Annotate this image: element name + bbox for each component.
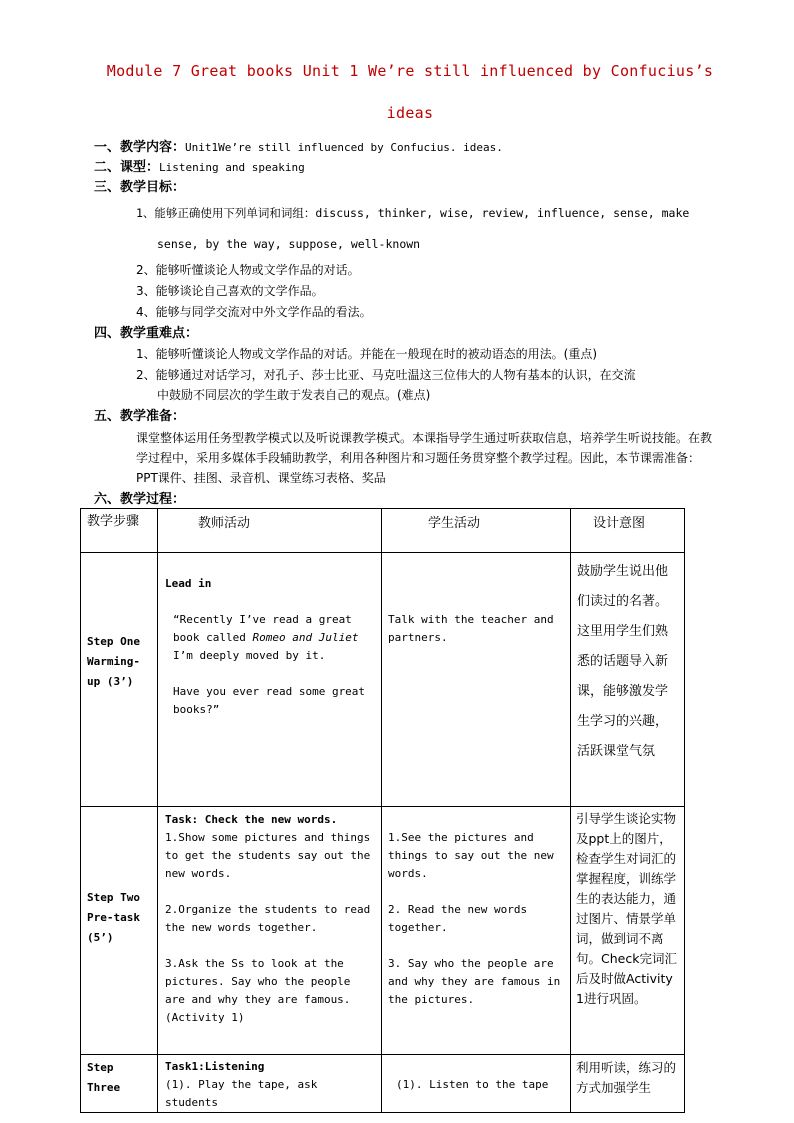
activity-text: 1.Show some pictures and things to get the students say out the new words. [165,831,371,880]
teacher-activity [158,1055,382,1113]
header-teacher: 教师活动 [158,509,382,553]
step-label: Step One Warming-up (3’) [81,553,158,807]
preparation-text: 课堂整体运用任务型教学模式以及听说课教学模式。本课指导学生通过听获取信息，培养学生听说技能。在教学过程中，采用多媒体手段辅助教学，利用各种图片和习题任务贯穿整个教学过程。因此，本节课需准备：PPT课件、挂图、录音机、课堂练习表格、奖品 [136,431,713,485]
section-num: 四、 [94,326,121,341]
keypoint-item: 中鼓励不同层次的学生敢于发表自己的观点。(难点) [157,388,431,402]
header-student: 学生活动 [382,509,571,553]
section-num: 一、 [94,140,121,155]
objective-item: 2、能够听懂谈论人物或文学作品的对话。 [136,263,360,277]
keypoint-item: 2、能够通过对话学习，对孔子、莎士比亚、马克吐温这三位伟大的人物有基本的认识，在交流 [136,368,636,382]
activity-text: “Recently I’ve read a great book called [173,613,352,644]
header-step: 教学步骤 [81,509,158,553]
section-preparation [94,406,185,427]
section-process [94,489,185,510]
step-label: Step Two Pre-task (5’) [81,807,158,1055]
table-header-row [81,509,685,553]
activity-text: 3.Ask the Ss to look at the pictures. Say who the people are and why they are famous.(Activity 1) [165,957,351,1024]
student-activity [382,553,571,807]
section-label: 教学过程： [120,492,186,507]
process-table [80,508,685,1113]
section-num: 六、 [94,492,121,507]
activity-text: 2.Organize the students to read the new words together. [165,903,371,934]
section-num: 二、 [94,160,121,175]
activity-text: I’m deeply moved by it. [173,649,326,662]
step-label: Step Three [81,1055,158,1113]
section-label: 教学目标： [120,180,186,195]
section-num: 五、 [94,409,121,424]
activity-text: Talk with the teacher and partners. [388,613,554,644]
activity-text: (1). Listen to the tape [396,1078,549,1091]
section-label: 教学内容： [120,140,186,155]
objective-item: sense, by the way, suppose, well-known [157,237,421,251]
keypoint-item: 1、能够听懂谈论人物或文学作品的对话。并能在一般现在时的被动语态的用法。(重点) [136,347,598,361]
student-activity [382,807,571,1055]
student-activity [382,1055,571,1113]
design-intent: 引导学生谈论实物及ppt上的图片，检查学生对词汇的掌握程度，训练学生的表达能力，通过图片、情景学单词，做到词不离句。Check完词汇后及时做Activity 1进行巩固。 [571,807,685,1055]
activity-text: 1.See the pictures and things to say out the new words. [388,831,554,880]
teacher-activity [158,807,382,1055]
section-text: Unit1We’re still influenced by Confucius. ideas. [185,141,503,154]
section-label: 课型： [120,160,160,175]
book-title: Romeo and Juliet [252,631,359,644]
objective-item: 1、能够正确使用下列单词和词组：discuss, thinker, wise, review, influence, sense, make [136,206,690,220]
design-intent: 利用听读，练习的方式加强学生 [571,1055,685,1113]
objective-item: 4、能够与同学交流对中外文学作品的看法。 [136,305,372,319]
section-content [94,137,503,158]
activity-title: Task: Check the new words. [165,813,338,826]
section-type [94,157,305,178]
teacher-activity [158,553,382,807]
design-intent: 鼓励学生说出他们读过的名著。这里用学生们熟悉的话题导入新课，能够激发学生学习的兴趣，活跃课堂气氛 [571,553,685,807]
section-label: 教学重难点： [120,326,199,341]
activity-text: 3. Say who the people are and why they are famous in the pictures. [388,957,561,1006]
table-row [81,807,685,1055]
section-label: 教学准备： [120,409,186,424]
activity-title: Lead in [165,577,212,590]
objective-item: 3、能够谈论自己喜欢的文学作品。 [136,284,324,298]
header-design: 设计意图 [571,509,685,553]
activity-title: Task1:Listening [165,1060,265,1073]
page-title-line-2: ideas [386,104,434,122]
table-row [81,553,685,807]
activity-text: 2. Read the new words together. [388,903,528,934]
table-row [81,1055,685,1113]
section-objectives [94,177,185,198]
section-text: Listening and speaking [159,161,305,174]
page-title-line-1: Module 7 Great books Unit 1 We’re still influenced by Confucius’s [106,62,714,80]
activity-text: Have you ever read some great books?” [173,685,366,716]
section-keypoints [94,323,198,344]
activity-text: (1). Play the tape, ask students [165,1078,318,1109]
section-num: 三、 [94,180,121,195]
